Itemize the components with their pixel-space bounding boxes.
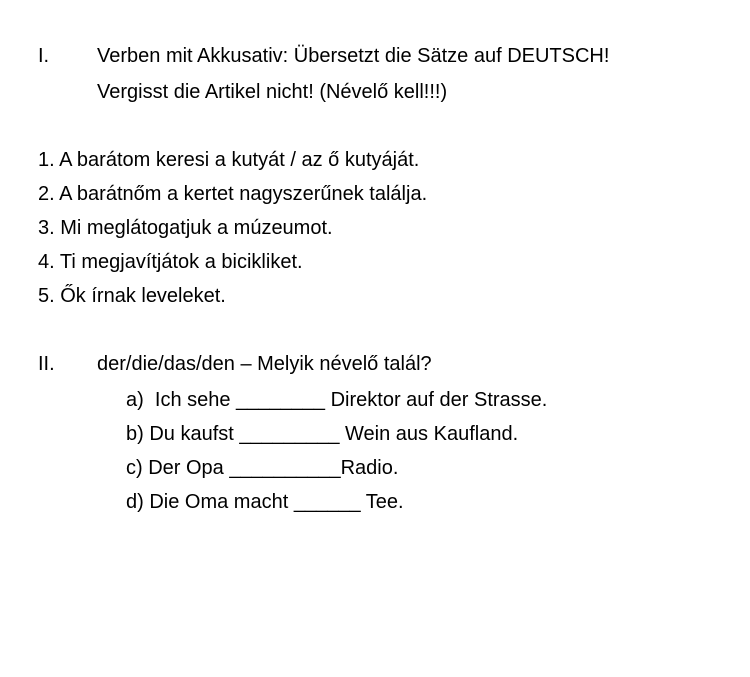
gap-item-a: a) Ich sehe ________ Direktor auf der Strasse. bbox=[126, 389, 548, 411]
sentence-1: 1. A barátom keresi a kutyát / az ő kutyáját. bbox=[38, 149, 420, 171]
section-2-heading: der/die/das/den – Melyik névelő talál? bbox=[97, 353, 432, 375]
sentence-4: 4. Ti megjavítjátok a bicikliket. bbox=[38, 251, 303, 273]
section-1-heading-line-2: Vergisst die Artikel nicht! (Névelő kell!!!) bbox=[97, 81, 448, 103]
sentence-5: 5. Ők írnak leveleket. bbox=[38, 285, 226, 307]
gap-item-b: b) Du kaufst _________ Wein aus Kaufland. bbox=[126, 423, 519, 445]
sentence-3: 3. Mi meglátogatjuk a múzeumot. bbox=[38, 217, 333, 239]
section-1-numeral: I. bbox=[38, 45, 50, 67]
sentence-2: 2. A barátnőm a kertet nagyszerűnek találja. bbox=[38, 183, 428, 205]
section-2-numeral: II. bbox=[38, 353, 55, 375]
gap-item-d: d) Die Oma macht ______ Tee. bbox=[126, 491, 404, 513]
gap-item-c: c) Der Opa __________Radio. bbox=[126, 457, 399, 479]
section-1-heading-line-1: Verben mit Akkusativ: Übersetzt die Sätze auf DEUTSCH! bbox=[97, 45, 610, 67]
